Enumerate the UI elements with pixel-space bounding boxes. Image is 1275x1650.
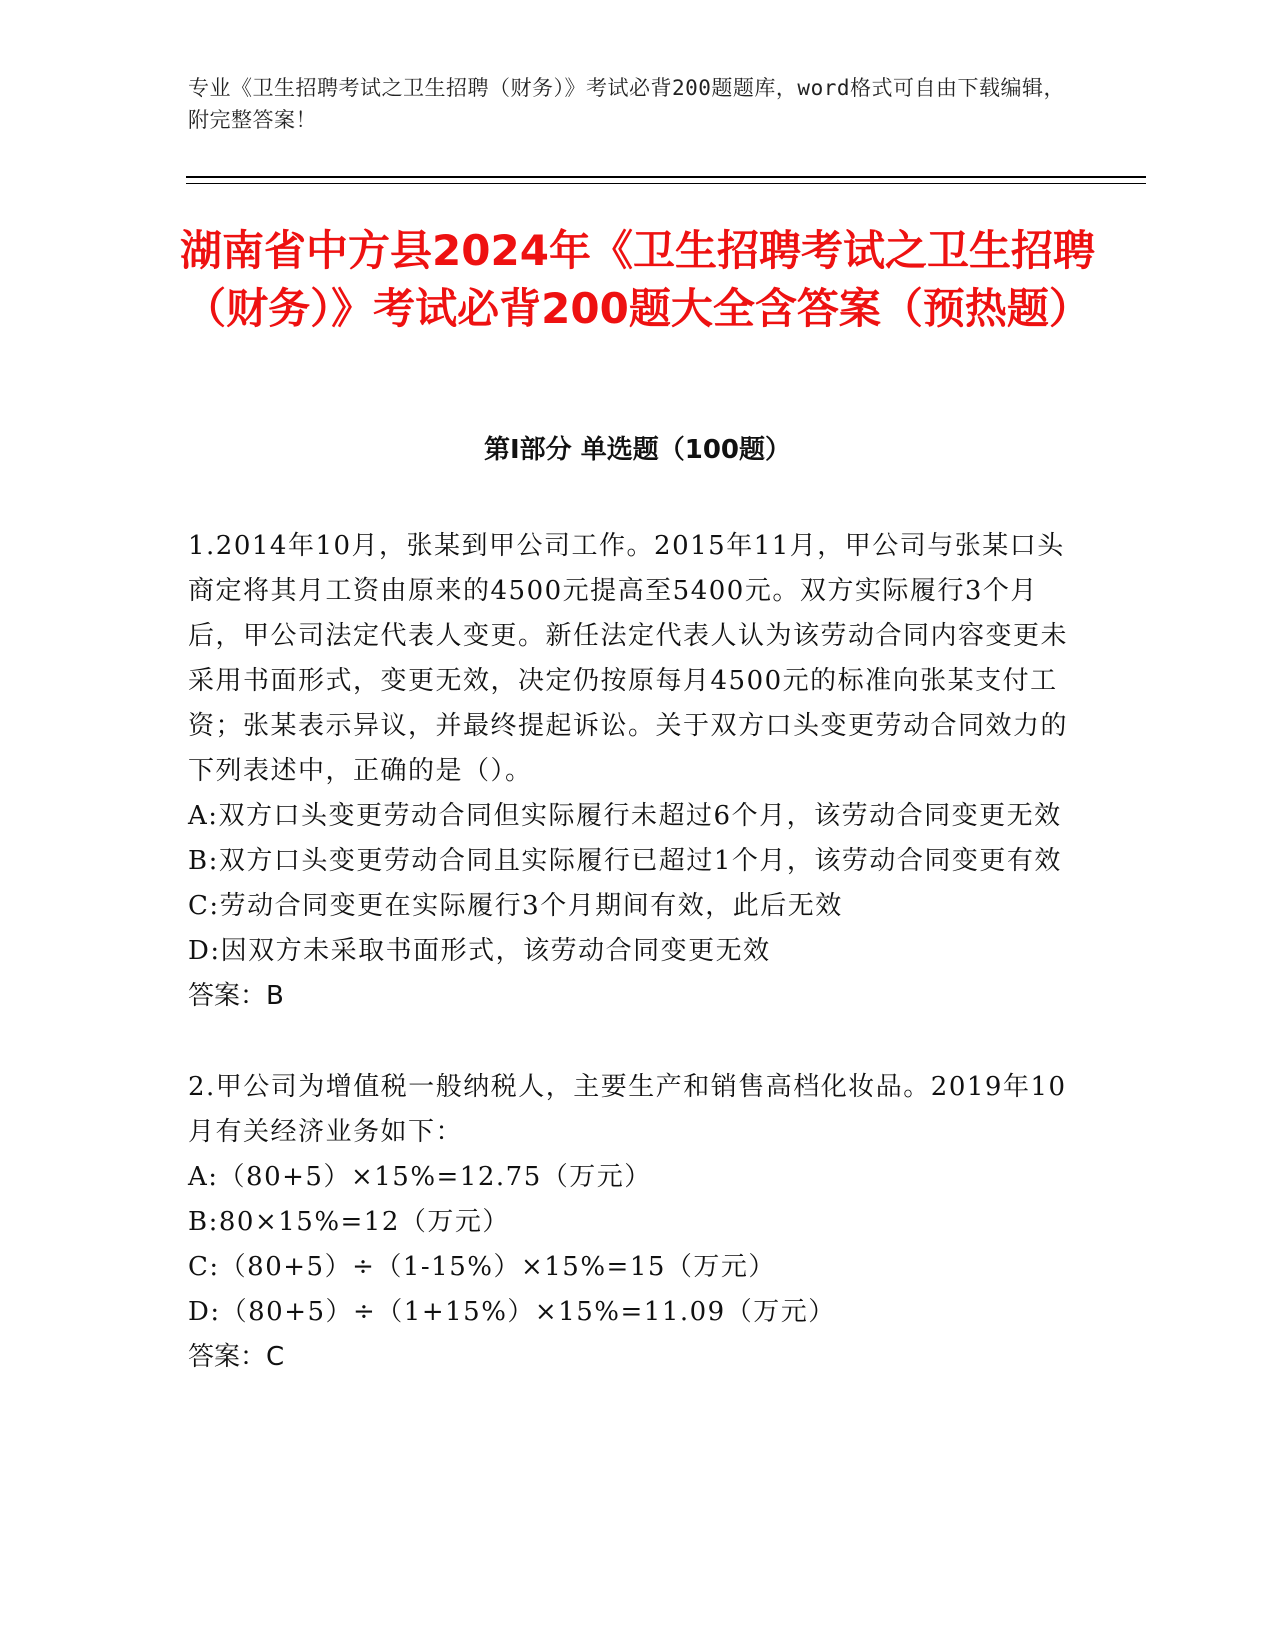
option-b: B:80×15%=12（万元） — [188, 1207, 510, 1237]
section-heading: 第I部分 单选题（100题） — [484, 435, 791, 465]
option-c: C:劳动合同变更在实际履行3个月期间有效，此后无效 — [188, 891, 843, 921]
option-a: A:（80+5）×15%=12.75（万元） — [188, 1162, 652, 1192]
header-rule-thin — [186, 183, 1146, 184]
question-list — [188, 524, 1068, 1426]
header-rule-thick — [186, 176, 1146, 178]
option-b: B:双方口头变更劳动合同且实际履行已超过1个月，该劳动合同变更有效 — [188, 846, 1062, 876]
header-note: 专业《卫生招聘考试之卫生招聘（财务）》考试必背200题题库，word格式可自由下载编辑，附完整答案！ — [188, 76, 1065, 132]
answer: 答案：C — [188, 1342, 285, 1372]
document-title: 湖南省中方县2024年《卫生招聘考试之卫生招聘（财务）》考试必背200题大全含答案（预热题） — [180, 226, 1095, 333]
question-stem: 1.2014年10月，张某到甲公司工作。2015年11月，甲公司与张某口头商定将其月工资由原来的4500元提高至5400元。双方实际履行3个月后，甲公司法定代表人变更。新任法定代表人认为该劳动合同内容变更未采用书面形式，变更无效，决定仍按原每月4500元的标准向张某支付工资；张某表示异议，并最终提起诉讼。关于双方口头变更劳动合同效力的下列表述中，正确的是（）。 — [188, 531, 1069, 786]
option-d: D:（80+5）÷（1+15%）×15%=11.09（万元） — [188, 1297, 836, 1327]
question-2 — [188, 1065, 1068, 1380]
option-a: A:双方口头变更劳动合同但实际履行未超过6个月，该劳动合同变更无效 — [188, 801, 1062, 831]
option-c: C:（80+5）÷（1-15%）×15%=15（万元） — [188, 1252, 776, 1282]
option-d: D:因双方未采取书面形式，该劳动合同变更无效 — [188, 936, 771, 966]
question-1 — [188, 524, 1068, 1019]
question-stem: 2.甲公司为增值税一般纳税人，主要生产和销售高档化妆品。2019年10月有关经济业务如下： — [188, 1072, 1067, 1147]
answer: 答案：B — [188, 981, 284, 1011]
